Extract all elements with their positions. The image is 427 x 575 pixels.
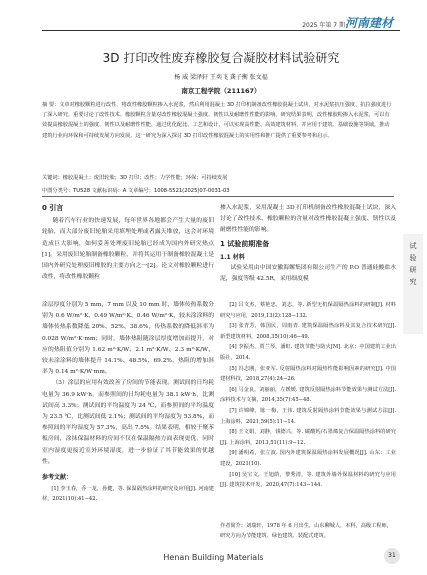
issue-label: 2025 年第 7 期	[302, 22, 345, 29]
classification-line: 中图分类号：TU528 文献标识码：A 文章编号：1008-5521(2025)07-0031-03	[42, 188, 230, 194]
journal-logo: 河南建材	[344, 16, 393, 30]
reference-item: [6] 马金良，刘丽丽，左媛媛. 建筑反射隔热涂料节能效果与测试方法[J]. 涂料技术与文摘，2014,35(7):45−48.	[220, 386, 396, 404]
header-rule	[42, 30, 400, 31]
journal-english-name: Henan Building Materials	[163, 553, 264, 562]
section-divider	[42, 196, 394, 197]
page-number: 31	[384, 548, 400, 564]
reference-item: [4] 李振杰，贾兰琴，潘虹. 建筑节能与防火[M]. 北京：中国建筑工业出版社，2014.	[220, 344, 396, 361]
author-note: 作者简介：刘瑞轩，1978 年 6 月出生，山东聊城人，本科，高级工程师，研究方向为节能建筑、绿色建筑、装配式建筑。	[220, 523, 392, 539]
references-heading: 参考文献：	[42, 474, 73, 482]
article-title: 3D 打印改性废弃橡胶复合凝胶材料试验研究	[102, 51, 340, 65]
abstract: 摘 要：文章对橡胶颗粒进行改性，将改性橡胶颗粒掺入水泥浆，然后利用混凝土 3D 打印机制备改性橡胶混凝土试块，对水泥浆抗压强度、抗拉强度进行了深入研究，重要讨论了改性技术、橡胶颗粒含量对改性橡胶混凝土强度、韧性以及耐磨性性能的影响。研究结果表明，改性橡胶粉掺入水泥浆，可以有效提高橡胶混凝土的强度、韧性以及耐磨性性能，通过优化配比、工艺和设计，可以实现高性能、高效建筑材料，并应用于建筑、基础设施等领域。推动建筑行业向环保和可持续发展方向发展。这一研究为深入探讨 3D 打印改性橡胶混凝土的实用性和推广提供了重要参考和启示。	[42, 102, 392, 139]
reference-item: [3] 张青芳，韩国民，周雨青. 建筑保温隔热涂料及其复合技术研究[J]. 新型建筑材料，2008,35(10):46−49.	[220, 323, 396, 340]
intro-paragraph: 随着汽车行业的快速发展，每年世界各地都会产生大量的废旧轮胎，而大部分废旧轮胎采用填埋处理或者露天堆放，这会对环境造成巨大影响，如何妥善处理废旧轮胎已经成为国内外研究热点[1]。采用废旧轮胎制备橡胶颗粒，并将其运用于制备橡胶混凝土是国内外研究处理废旧橡胶的主要方向之一[2]。论文对橡胶颗粒进行改性，将改性橡胶颗粒	[42, 218, 214, 281]
section-1-heading: 1 试验前期准备	[220, 239, 270, 248]
reference-item: [2] 吕文杰，蔡艳忠，刘志，等. 新型无机保温隔热涂料的研制[J]. 材料研究与应用，2019,13(2):128−132.	[220, 302, 396, 319]
references-list	[220, 300, 396, 491]
side-tab-char: 究	[409, 278, 417, 286]
reference-item: [8] 王文娟，刘静，钱德兴，等. 碳酸钙/石墨烯复合保温隔热涂料的研究[J]. 上海涂料，2013,51(11):9−12.	[220, 429, 396, 446]
reference-item: [10] 吴宝文，王旭荫，黎秀清，等. 建筑外墙外保温材料的研究与应用[J]. 建筑技术开发，2020,47(7):143−144.	[220, 471, 396, 489]
affiliation: 南京工程学院（211167）	[181, 87, 261, 95]
reference-item: [9] 潘明希，张立波. 国内外建筑保温隔热涂料发展概况[J]. 山东：工业建设，2021(10).	[220, 450, 396, 467]
side-tab-label	[408, 240, 418, 288]
upper-right-column	[220, 203, 396, 285]
side-tab-char: 研	[409, 266, 417, 274]
reference-item: [5] 冯志刚，张亚军. 反射隔热涂料对隔热性能影响因素的研究[J]. 中国建材科技，2018,27(4):24−26.	[220, 365, 396, 383]
results-paragraph-1: 涂层厚度分别为 5 mm、7 mm 以及 10 mm 时，墙体传热系数分别为 0.6 W/m²·K、0.49 W/m²·K、0.46 W/m²·K，较未涂涂料的墙体传热系数降低 20%、52%、38.6%，传热系数的降低斜率为 0.028 W/m²·K·mm；同时，墙体热阻随涂层厚度增加而提升，对应的热阻值分别为 1.62 m²·K/W、2.1 m²·K/W、2.3 m²·K/W，较未涂涂料的墙体提升 14.1%、48.5%、69.2%，热阻的增加斜率为 0.14 m²·K/W·mm。	[42, 302, 214, 376]
reference-item: [1] 李玉春，乔一龙，孙健，等. 保温隔热涂料的研究及应用[J]. 河南建材，2021(10):41−42.	[42, 486, 214, 503]
keywords: 关键词：橡胶混凝土；废旧轮胎；3D 打印；改性；力学性能；环保；可持续发展	[42, 175, 228, 181]
intro-continuation: 掺入水泥浆，采用混凝土 3D 打印机制备改性橡胶混凝土试块，深入讨论了改性技术、橡胶颗粒的含量对改性橡胶混凝土强度、韧性以及耐磨性性能的影响。	[220, 205, 396, 234]
side-tab-char: 试	[409, 242, 417, 250]
materials-paragraph: 试验采用由中国安徽海螺集团有限公司生产的 P.O 普通硅酸盐水泥，强度等级 42.5R，采用细度模	[220, 265, 396, 283]
upper-left-column	[42, 203, 214, 283]
author-list: 杨 威 梁泽轩 王奕飞 龚子衡 张文福	[174, 74, 268, 81]
reference-item: [7] 许锦峰，陈一梅，王伟. 建筑反射隔热涂料节能效果与测试方法[J]. 上海涂料，2021,59(5):11−14.	[220, 407, 396, 425]
lower-left-column	[42, 300, 214, 504]
section-1-1-heading: 1.1 材料	[220, 253, 245, 261]
intro-heading: 0 引言	[42, 204, 64, 212]
side-tab-char: 验	[409, 254, 417, 262]
results-paragraph-2: （3）涂层的应用有效改善了房间的节能表现。测试间的日均耗电量为 36.9 kW·h，而参照间的日均耗电量为 38.1 kW·h，比测试间高 3.3%；测试间的平均温度为 24 ℃，而参照间的平均温度为 23.5 ℃，比测试间低 2.1%；测试间的平均湿度为 53.8%，而参照间的平均湿度为 57.3%，高出 7.5%。结果表明，相较于聚苯板房间，涂抹保温材料的房间不仅在保温隔热方面表现更优，同时室内湿度更接近室外环境湿度，进一步验证了其节能效果的优越性。	[42, 380, 214, 465]
